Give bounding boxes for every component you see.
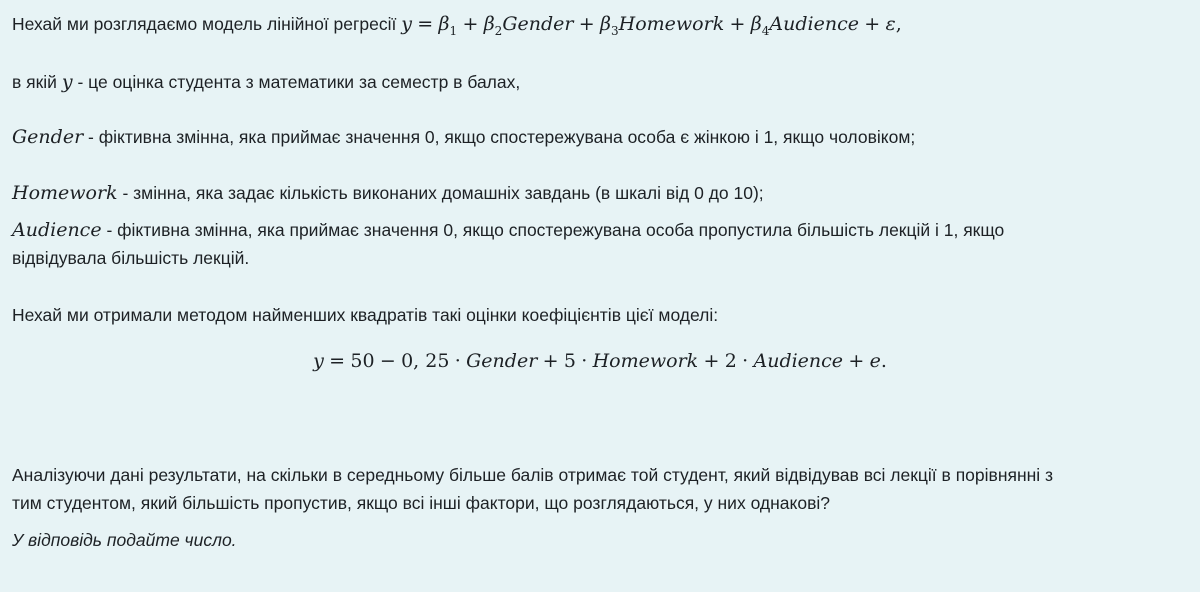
y-definition: в якій y - це оцінка студента з математики за семестр в балах, <box>12 71 521 93</box>
estimates-intro: Нехай ми отримали методом найменших квадратів такі оцінки коефіцієнтів цієї моделі: <box>12 305 719 325</box>
audience-definition: Audience - фіктивна змінна, яка приймає значення 0, якщо спостережувана особа пропустила більшість лекцій і 1, якщо <box>12 219 1005 241</box>
question-line-1: Аналізуючи дані результати, на скільки в середньому більше балів отримає той студент, який відвідував всі лекції в порівнянні з <box>12 465 1054 485</box>
gender-definition: Gender - фіктивна змінна, яка приймає значення 0, якщо спостережувана особа є жінкою і 1, якщо чоловіком; <box>12 126 916 148</box>
regression-model-formula: $y = \beta_1$ + $\beta_2Gender$ + $\beta_3Homework$ + $\beta_4Audience + \varepsilon$, <box>401 13 902 38</box>
homework-variable: Homework <box>12 182 118 204</box>
model-intro-text: Нехай ми розглядаємо модель лінійної регресії <box>12 14 397 34</box>
model-intro-line <box>12 10 902 45</box>
y-variable: y <box>61 71 73 93</box>
homework-definition: Homework - змінна, яка задає кількість виконаних домашніх завдань (в шкалі від 0 до 10); <box>12 182 764 204</box>
audience-definition-continued: відвідувала більшість лекцій. <box>12 248 250 268</box>
gender-variable: Gender <box>12 126 84 148</box>
estimated-model-formula: y = 50 − 0, 25 · Gender + 5 · Homework + 2 · Audience + e. <box>313 350 887 372</box>
question-line-2: тим студентом, який більшість пропустив, якщо всі інші фактори, що розглядаються, у них однакові? <box>12 493 831 513</box>
answer-instruction: У відповідь подайте число. <box>12 530 237 550</box>
audience-variable: Audience <box>12 219 102 241</box>
